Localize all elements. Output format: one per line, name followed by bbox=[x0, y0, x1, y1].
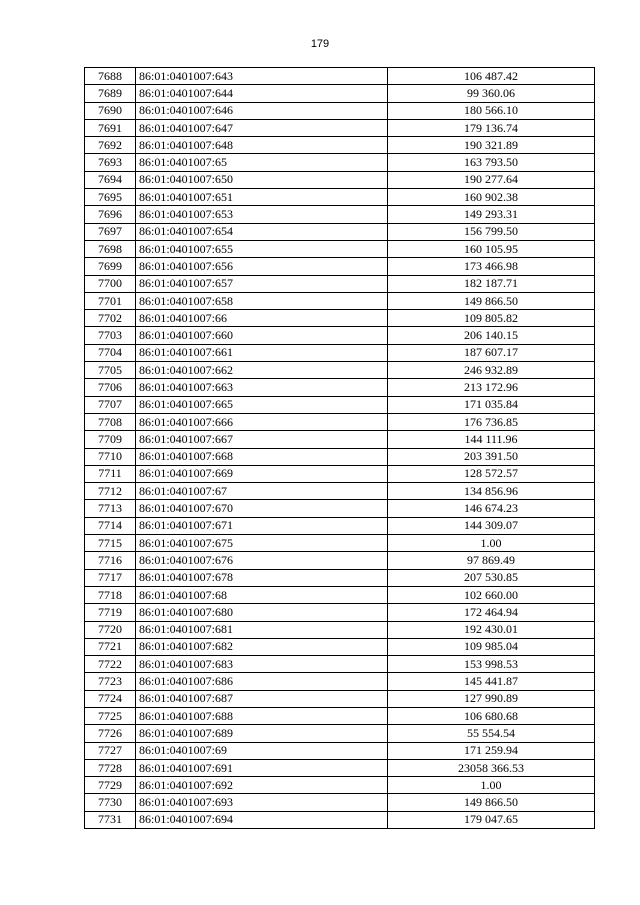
cadastral-value-cell: 144 111.96 bbox=[388, 431, 595, 448]
table-row bbox=[85, 621, 595, 638]
row-number-cell: 7731 bbox=[85, 811, 136, 828]
cadastral-number-cell: 86:01:0401007:675 bbox=[136, 535, 388, 552]
cadastral-number-cell: 86:01:0401007:650 bbox=[136, 171, 388, 188]
row-number-cell: 7718 bbox=[85, 586, 136, 603]
cadastral-number-cell: 86:01:0401007:686 bbox=[136, 673, 388, 690]
table-row bbox=[85, 690, 595, 707]
row-number-cell: 7700 bbox=[85, 275, 136, 292]
row-number-cell: 7722 bbox=[85, 656, 136, 673]
table-row bbox=[85, 171, 595, 188]
row-number-cell: 7723 bbox=[85, 673, 136, 690]
cadastral-number-cell: 86:01:0401007:69 bbox=[136, 742, 388, 759]
row-number-cell: 7689 bbox=[85, 85, 136, 102]
cadastral-value-cell: 127 990.89 bbox=[388, 690, 595, 707]
table-row bbox=[85, 794, 595, 811]
cadastral-number-cell: 86:01:0401007:693 bbox=[136, 794, 388, 811]
table-row bbox=[85, 586, 595, 603]
row-number-cell: 7690 bbox=[85, 102, 136, 119]
row-number-cell: 7694 bbox=[85, 171, 136, 188]
row-number-cell: 7708 bbox=[85, 413, 136, 430]
row-number-cell: 7705 bbox=[85, 362, 136, 379]
table-row bbox=[85, 483, 595, 500]
cadastral-number-cell: 86:01:0401007:651 bbox=[136, 189, 388, 206]
table-row bbox=[85, 535, 595, 552]
cadastral-number-cell: 86:01:0401007:67 bbox=[136, 483, 388, 500]
cadastral-value-cell: 149 866.50 bbox=[388, 292, 595, 309]
cadastral-value-cell: 55 554.54 bbox=[388, 725, 595, 742]
cadastral-number-cell: 86:01:0401007:658 bbox=[136, 292, 388, 309]
row-number-cell: 7716 bbox=[85, 552, 136, 569]
row-number-cell: 7714 bbox=[85, 517, 136, 534]
cadastral-number-cell: 86:01:0401007:65 bbox=[136, 154, 388, 171]
cadastral-number-cell: 86:01:0401007:694 bbox=[136, 811, 388, 828]
table-row bbox=[85, 102, 595, 119]
row-number-cell: 7727 bbox=[85, 742, 136, 759]
row-number-cell: 7710 bbox=[85, 448, 136, 465]
cadastral-value-cell: 134 856.96 bbox=[388, 483, 595, 500]
table-row bbox=[85, 396, 595, 413]
table-row bbox=[85, 258, 595, 275]
cadastral-value-cell: 179 047.65 bbox=[388, 811, 595, 828]
table-row bbox=[85, 362, 595, 379]
table-row bbox=[85, 154, 595, 171]
table-row bbox=[85, 223, 595, 240]
cadastral-value-cell: 146 674.23 bbox=[388, 500, 595, 517]
cadastral-number-cell: 86:01:0401007:668 bbox=[136, 448, 388, 465]
cadastral-value-cell: 156 799.50 bbox=[388, 223, 595, 240]
row-number-cell: 7688 bbox=[85, 68, 136, 85]
cadastral-number-cell: 86:01:0401007:678 bbox=[136, 569, 388, 586]
cadastral-value-cell: 128 572.57 bbox=[388, 465, 595, 482]
cadastral-number-cell: 86:01:0401007:648 bbox=[136, 137, 388, 154]
table-row bbox=[85, 344, 595, 361]
cadastral-value-cell: 213 172.96 bbox=[388, 379, 595, 396]
cadastral-number-cell: 86:01:0401007:669 bbox=[136, 465, 388, 482]
cadastral-value-cell: 109 985.04 bbox=[388, 638, 595, 655]
row-number-cell: 7701 bbox=[85, 292, 136, 309]
cadastral-value-cell: 163 793.50 bbox=[388, 154, 595, 171]
table-row bbox=[85, 777, 595, 794]
cadastral-value-cell: 182 187.71 bbox=[388, 275, 595, 292]
row-number-cell: 7692 bbox=[85, 137, 136, 154]
cadastral-value-cell: 180 566.10 bbox=[388, 102, 595, 119]
cadastral-number-cell: 86:01:0401007:665 bbox=[136, 396, 388, 413]
row-number-cell: 7726 bbox=[85, 725, 136, 742]
cadastral-value-cell: 173 466.98 bbox=[388, 258, 595, 275]
cadastral-number-cell: 86:01:0401007:661 bbox=[136, 344, 388, 361]
row-number-cell: 7728 bbox=[85, 759, 136, 776]
cadastral-number-cell: 86:01:0401007:663 bbox=[136, 379, 388, 396]
cadastral-value-cell: 172 464.94 bbox=[388, 604, 595, 621]
cadastral-number-cell: 86:01:0401007:681 bbox=[136, 621, 388, 638]
row-number-cell: 7712 bbox=[85, 483, 136, 500]
cadastral-value-cell: 190 277.64 bbox=[388, 171, 595, 188]
cadastral-value-cell: 203 391.50 bbox=[388, 448, 595, 465]
cadastral-value-cell: 106 680.68 bbox=[388, 707, 595, 724]
table-row bbox=[85, 275, 595, 292]
table-row bbox=[85, 552, 595, 569]
row-number-cell: 7706 bbox=[85, 379, 136, 396]
table-row bbox=[85, 240, 595, 257]
row-number-cell: 7719 bbox=[85, 604, 136, 621]
cadastral-number-cell: 86:01:0401007:682 bbox=[136, 638, 388, 655]
row-number-cell: 7729 bbox=[85, 777, 136, 794]
cadastral-number-cell: 86:01:0401007:660 bbox=[136, 327, 388, 344]
table-row bbox=[85, 119, 595, 136]
row-number-cell: 7717 bbox=[85, 569, 136, 586]
table-row bbox=[85, 431, 595, 448]
row-number-cell: 7730 bbox=[85, 794, 136, 811]
cadastral-value-table bbox=[84, 67, 595, 829]
cadastral-number-cell: 86:01:0401007:683 bbox=[136, 656, 388, 673]
cadastral-number-cell: 86:01:0401007:689 bbox=[136, 725, 388, 742]
row-number-cell: 7724 bbox=[85, 690, 136, 707]
cadastral-value-cell: 160 105.95 bbox=[388, 240, 595, 257]
table-row bbox=[85, 413, 595, 430]
cadastral-number-cell: 86:01:0401007:667 bbox=[136, 431, 388, 448]
cadastral-value-cell: 1.00 bbox=[388, 777, 595, 794]
cadastral-value-cell: 206 140.15 bbox=[388, 327, 595, 344]
cadastral-value-cell: 106 487.42 bbox=[388, 68, 595, 85]
table-row bbox=[85, 206, 595, 223]
cadastral-value-cell: 179 136.74 bbox=[388, 119, 595, 136]
row-number-cell: 7698 bbox=[85, 240, 136, 257]
cadastral-value-cell: 171 035.84 bbox=[388, 396, 595, 413]
cadastral-number-cell: 86:01:0401007:654 bbox=[136, 223, 388, 240]
cadastral-value-cell: 102 660.00 bbox=[388, 586, 595, 603]
cadastral-value-cell: 207 530.85 bbox=[388, 569, 595, 586]
table-row bbox=[85, 673, 595, 690]
table-row bbox=[85, 137, 595, 154]
cadastral-number-cell: 86:01:0401007:647 bbox=[136, 119, 388, 136]
row-number-cell: 7696 bbox=[85, 206, 136, 223]
table-row bbox=[85, 310, 595, 327]
cadastral-number-cell: 86:01:0401007:688 bbox=[136, 707, 388, 724]
row-number-cell: 7693 bbox=[85, 154, 136, 171]
cadastral-value-cell: 97 869.49 bbox=[388, 552, 595, 569]
row-number-cell: 7713 bbox=[85, 500, 136, 517]
table-row bbox=[85, 85, 595, 102]
table-row bbox=[85, 448, 595, 465]
cadastral-value-cell: 160 902.38 bbox=[388, 189, 595, 206]
cadastral-number-cell: 86:01:0401007:691 bbox=[136, 759, 388, 776]
row-number-cell: 7704 bbox=[85, 344, 136, 361]
table-row bbox=[85, 656, 595, 673]
row-number-cell: 7697 bbox=[85, 223, 136, 240]
cadastral-value-cell: 145 441.87 bbox=[388, 673, 595, 690]
cadastral-value-cell: 176 736.85 bbox=[388, 413, 595, 430]
table-body bbox=[85, 68, 595, 829]
cadastral-value-cell: 1.00 bbox=[388, 535, 595, 552]
cadastral-number-cell: 86:01:0401007:662 bbox=[136, 362, 388, 379]
table-row bbox=[85, 742, 595, 759]
cadastral-number-cell: 86:01:0401007:671 bbox=[136, 517, 388, 534]
table-row bbox=[85, 707, 595, 724]
cadastral-value-cell: 153 998.53 bbox=[388, 656, 595, 673]
row-number-cell: 7711 bbox=[85, 465, 136, 482]
cadastral-number-cell: 86:01:0401007:646 bbox=[136, 102, 388, 119]
cadastral-value-cell: 109 805.82 bbox=[388, 310, 595, 327]
row-number-cell: 7707 bbox=[85, 396, 136, 413]
cadastral-value-cell: 144 309.07 bbox=[388, 517, 595, 534]
page-number: 179 bbox=[310, 38, 330, 50]
row-number-cell: 7715 bbox=[85, 535, 136, 552]
cadastral-value-cell: 192 430.01 bbox=[388, 621, 595, 638]
table-row bbox=[85, 68, 595, 85]
row-number-cell: 7725 bbox=[85, 707, 136, 724]
cadastral-value-cell: 149 293.31 bbox=[388, 206, 595, 223]
cadastral-number-cell: 86:01:0401007:656 bbox=[136, 258, 388, 275]
cadastral-value-cell: 187 607.17 bbox=[388, 344, 595, 361]
row-number-cell: 7709 bbox=[85, 431, 136, 448]
row-number-cell: 7695 bbox=[85, 189, 136, 206]
table-row bbox=[85, 604, 595, 621]
cadastral-value-cell: 99 360.06 bbox=[388, 85, 595, 102]
cadastral-number-cell: 86:01:0401007:643 bbox=[136, 68, 388, 85]
cadastral-number-cell: 86:01:0401007:653 bbox=[136, 206, 388, 223]
table-row bbox=[85, 327, 595, 344]
row-number-cell: 7703 bbox=[85, 327, 136, 344]
table-row bbox=[85, 500, 595, 517]
cadastral-number-cell: 86:01:0401007:676 bbox=[136, 552, 388, 569]
cadastral-number-cell: 86:01:0401007:655 bbox=[136, 240, 388, 257]
table-row bbox=[85, 189, 595, 206]
row-number-cell: 7702 bbox=[85, 310, 136, 327]
table-row bbox=[85, 638, 595, 655]
table-row bbox=[85, 379, 595, 396]
row-number-cell: 7691 bbox=[85, 119, 136, 136]
cadastral-value-cell: 149 866.50 bbox=[388, 794, 595, 811]
row-number-cell: 7721 bbox=[85, 638, 136, 655]
row-number-cell: 7720 bbox=[85, 621, 136, 638]
cadastral-number-cell: 86:01:0401007:644 bbox=[136, 85, 388, 102]
table-row bbox=[85, 569, 595, 586]
cadastral-value-cell: 171 259.94 bbox=[388, 742, 595, 759]
cadastral-number-cell: 86:01:0401007:666 bbox=[136, 413, 388, 430]
cadastral-number-cell: 86:01:0401007:687 bbox=[136, 690, 388, 707]
cadastral-number-cell: 86:01:0401007:670 bbox=[136, 500, 388, 517]
table-row bbox=[85, 517, 595, 534]
table-row bbox=[85, 725, 595, 742]
cadastral-value-cell: 246 932.89 bbox=[388, 362, 595, 379]
cadastral-number-cell: 86:01:0401007:68 bbox=[136, 586, 388, 603]
row-number-cell: 7699 bbox=[85, 258, 136, 275]
table-row bbox=[85, 759, 595, 776]
table-row bbox=[85, 292, 595, 309]
cadastral-value-cell: 190 321.89 bbox=[388, 137, 595, 154]
cadastral-number-cell: 86:01:0401007:692 bbox=[136, 777, 388, 794]
cadastral-number-cell: 86:01:0401007:680 bbox=[136, 604, 388, 621]
cadastral-value-cell: 23058 366.53 bbox=[388, 759, 595, 776]
table-row bbox=[85, 811, 595, 828]
cadastral-number-cell: 86:01:0401007:66 bbox=[136, 310, 388, 327]
table-row bbox=[85, 465, 595, 482]
cadastral-number-cell: 86:01:0401007:657 bbox=[136, 275, 388, 292]
